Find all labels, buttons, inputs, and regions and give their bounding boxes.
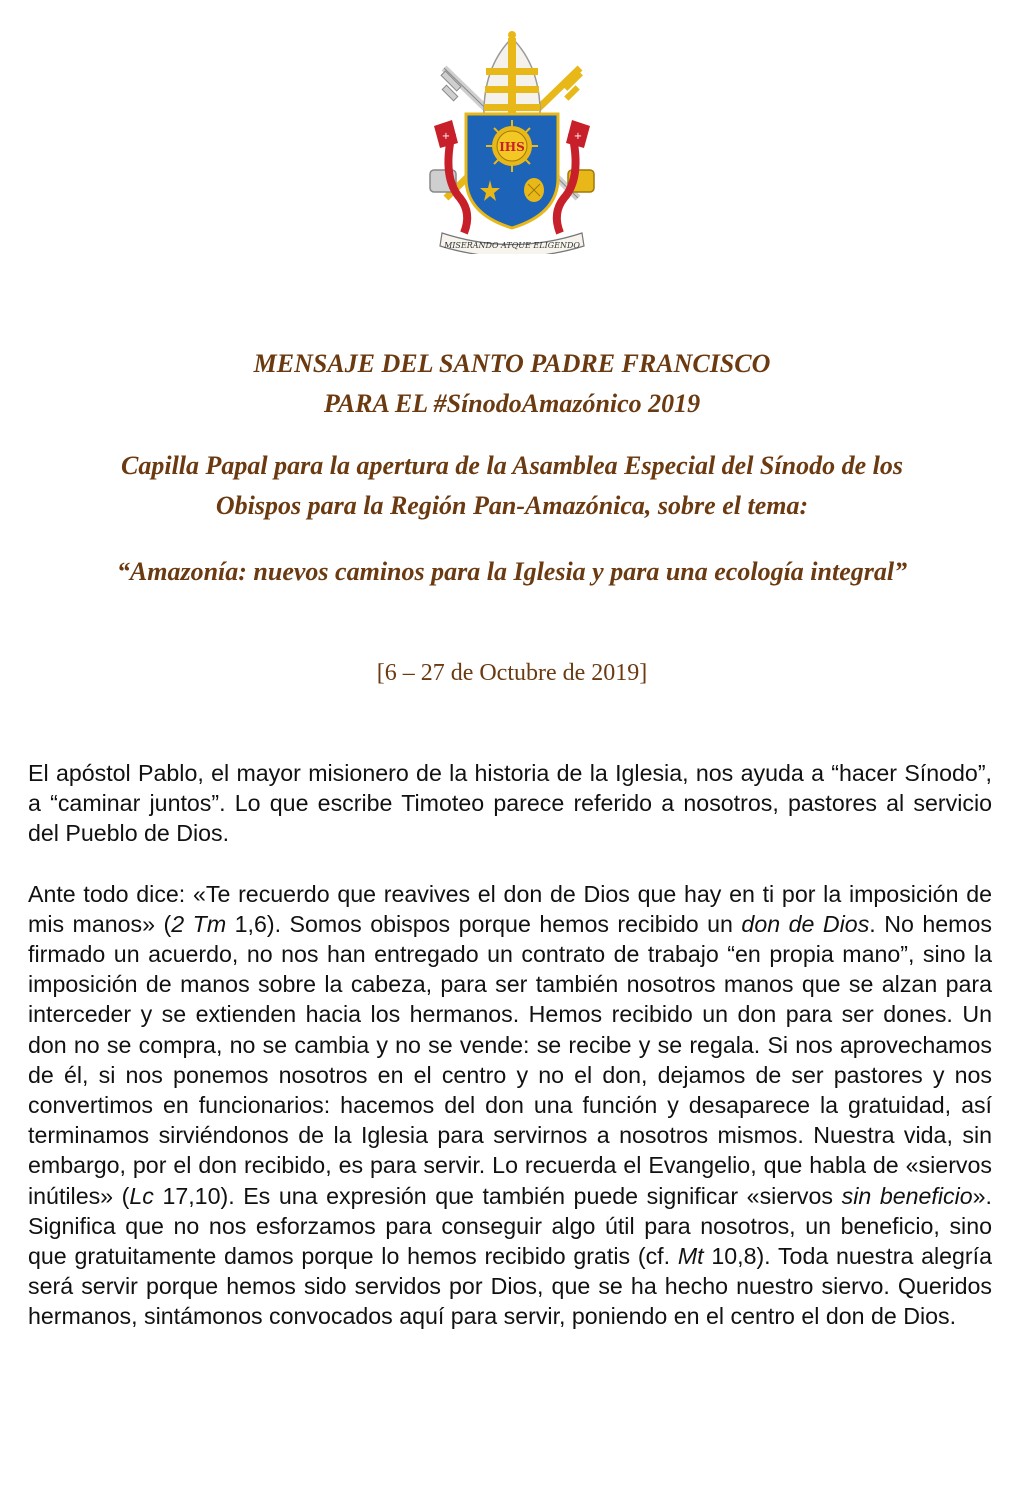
svg-text:+: +: [441, 131, 451, 142]
subtitle-line-1: Capilla Papal para la apertura de la Asamblea Especial del Sínodo de los: [121, 451, 903, 480]
p2-ref-tm: 2 Tm: [171, 910, 227, 937]
title-line-1: MENSAJE DEL SANTO PADRE FRANCISCO: [253, 349, 771, 378]
p2-em-don: don de Dios: [741, 910, 870, 937]
ihs-monogram: IHS: [499, 140, 525, 154]
papal-coat-of-arms: [424, 28, 600, 254]
title-block: [0, 344, 1024, 592]
subtitle-line-2: Obispos para la Región Pan-Amazónica, sobre el tema:: [215, 491, 809, 520]
shield-icon: [466, 114, 558, 228]
title-line-2: PARA EL #SínodoAmazónico 2019: [323, 389, 701, 418]
p2-ref-lc: Lc: [129, 1182, 154, 1209]
motto-scroll: [440, 233, 584, 254]
nard-flower-icon: [524, 178, 544, 202]
paragraph-1: El apóstol Pablo, el mayor misionero de la historia de la Iglesia, nos ayuda a “hacer Sínodo”, a “caminar juntos”. Lo que escribe Timoteo parece referido a nosotros, pastores al servicio del Pueblo de Dios.: [28, 760, 992, 847]
motto-text: MISERANDO ATQUE ELIGENDO: [444, 241, 580, 250]
mitre-icon: [484, 31, 540, 120]
p2-text-a: Ante todo dice: «Te recuerdo que reavives el don de Dios que hay en ti por la imposición de mis manos» (: [28, 880, 992, 937]
p2-text-d: 17,10). Es una expresión que también puede significar «siervos: [153, 1182, 842, 1209]
p2-text-e: ». Significa que no nos esforzamos para conseguir algo útil para nosotros, un beneficio, sino que gratuitamente damos porque lo hemos recibido gratis (cf.: [28, 1182, 992, 1270]
theme-line: “Amazonía: nuevos caminos para la Iglesia y para una ecología integral”: [116, 557, 908, 586]
p2-ref-mt: Mt: [677, 1243, 704, 1270]
message-body: [28, 758, 992, 1332]
p2-em-beneficio: sin beneficio: [841, 1182, 973, 1209]
p2-text-c: . No hemos firmado un acuerdo, no nos han entregado un contrato de trabajo “en propia mano”, sino la imposición de manos sobre la cabeza, para ser también nosotros manos que se alzan para interceder y se extienden hacia los hermanos. Hemos recibido un don para ser dones. Un don no se compra, no se cambia y no se vende: se recibe y se regala. Si nos aprovechamos de él, si nos ponemos nosotros en el centro y no el don, dejamos de ser pastores y nos convertimos en funcionarios: hacemos del don una función y desaparece la gratuidad, así terminamos sirviéndonos de la Iglesia para servirnos a nosotros mismos. Nuestra vida, sin embargo, por el don recibido, es para servir. Lo recuerda el Evangelio, que habla de «siervos inútiles» (: [28, 910, 992, 1209]
svg-text:+: +: [573, 131, 583, 142]
date-range: [6 – 27 de Octubre de 2019]: [376, 660, 648, 686]
p2-text-f: 10,8). Toda nuestra alegría será servir porque hemos sido servidos por Dios, que se ha hecho nuestro siervo. Queridos hermanos, sintámonos convocados aquí para servir, poniendo en el centro el don de Dios.: [28, 1243, 992, 1330]
paragraph-2: [28, 879, 992, 1332]
p2-text-b: 1,6). Somos obispos porque hemos recibido un: [226, 910, 742, 937]
